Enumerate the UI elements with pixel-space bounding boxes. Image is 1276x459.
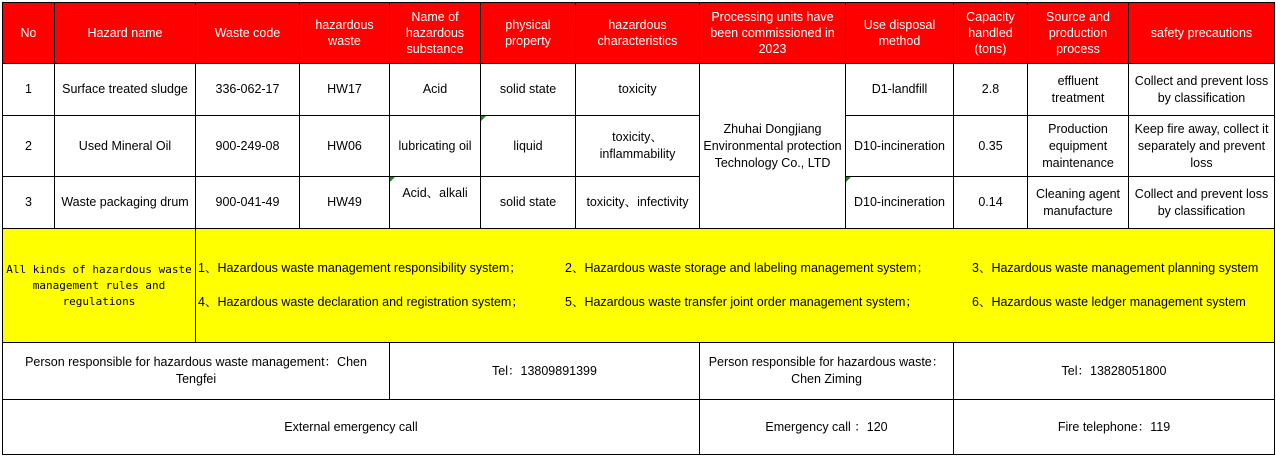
row-source: Production equipment maintenance: [1028, 116, 1129, 177]
header-hazard-name: Hazard name: [55, 3, 196, 64]
contacts-row: [3, 343, 1275, 400]
external-emergency-call: External emergency call: [3, 400, 700, 455]
row-capacity: 0.14: [954, 177, 1028, 229]
header-characteristics: hazardous characteristics: [576, 3, 700, 64]
row-precautions: Keep fire away, collect it separately and prevent loss: [1129, 116, 1275, 177]
fire-telephone: Fire telephone：119: [954, 400, 1275, 455]
rules-list: [196, 229, 1275, 343]
rules-line-1: [196, 252, 1274, 286]
header-substance: Name of hazardous substance: [390, 3, 481, 64]
row-method: D10-incineration: [846, 116, 954, 177]
row-hw: HW06: [300, 116, 390, 177]
emergency-row: [3, 400, 1275, 455]
row-waste-code: 336-062-17: [196, 64, 300, 116]
header-capacity: Capacity handled (tons): [954, 3, 1028, 64]
rule-item: 6、Hazardous waste ledger management system: [972, 295, 1246, 309]
row-method: D1-landfill: [846, 64, 954, 116]
row-hazard-name: Surface treated sludge: [55, 64, 196, 116]
table-row: [3, 177, 1275, 229]
row-capacity: 0.35: [954, 116, 1028, 177]
row-hw: HW49: [300, 177, 390, 229]
hazardous-waste-table: [2, 2, 1275, 455]
row-no: 2: [3, 116, 55, 177]
row-precautions: Collect and prevent loss by classification: [1129, 64, 1275, 116]
header-hazardous-waste: hazardous waste: [300, 3, 390, 64]
row-property: solid state: [481, 64, 576, 116]
row-hw: HW17: [300, 64, 390, 116]
row-source: effluent treatment: [1028, 64, 1129, 116]
row-substance: Acid、alkali: [390, 177, 481, 229]
header-waste-code: Waste code: [196, 3, 300, 64]
table-row: [3, 64, 1275, 116]
rule-item: 2、Hazardous waste storage and labeling management system；: [565, 261, 930, 275]
rule-item: 4、Hazardous waste declaration and registration system；: [198, 295, 524, 309]
row-property: solid state: [481, 177, 576, 229]
row-method: D10-incineration: [846, 177, 954, 229]
row-property: liquid: [481, 116, 576, 177]
row-substance: lubricating oil: [390, 116, 481, 177]
manager-tel: Tel：13809891399: [390, 343, 700, 400]
row-waste-code: 900-041-49: [196, 177, 300, 229]
row-capacity: 2.8: [954, 64, 1028, 116]
header-physical-property: physical property: [481, 3, 576, 64]
row-hazard-name: Waste packaging drum: [55, 177, 196, 229]
header-disposal-method: Use disposal method: [846, 3, 954, 64]
table-header-row: [3, 3, 1275, 64]
row-precautions: Collect and prevent loss by classification: [1129, 177, 1275, 229]
row-substance: Acid: [390, 64, 481, 116]
header-source: Source and production process: [1028, 3, 1129, 64]
header-no: No: [3, 3, 55, 64]
row-characteristics: toxicity: [576, 64, 700, 116]
rules-line-2: [196, 286, 1274, 320]
row-characteristics: toxicity、inflammability: [576, 116, 700, 177]
rule-item: 3、Hazardous waste management planning system: [972, 261, 1259, 275]
rule-item: 1、Hazardous waste management responsibility system；: [198, 261, 522, 275]
rules-row: [3, 229, 1275, 343]
rule-item: 5、Hazardous waste transfer joint order management system；: [565, 295, 918, 309]
row-no: 1: [3, 64, 55, 116]
header-safety: safety precautions: [1129, 3, 1275, 64]
row-waste-code: 900-249-08: [196, 116, 300, 177]
rules-label: All kinds of hazardous waste management rules and regulations: [3, 229, 196, 343]
responsible-contact: Person responsible for hazardous waste：Chen Ziming: [700, 343, 954, 400]
row-source: Cleaning agent manufacture: [1028, 177, 1129, 229]
table-row: [3, 116, 1275, 177]
header-processing-units: Processing units have been commissioned in 2023: [700, 3, 846, 64]
processing-unit-cell: Zhuhai Dongjiang Environmental protection Technology Co., LTD: [700, 64, 846, 229]
manager-contact: Person responsible for hazardous waste management：Chen Tengfei: [3, 343, 390, 400]
row-characteristics: toxicity、infectivity: [576, 177, 700, 229]
row-hazard-name: Used Mineral Oil: [55, 116, 196, 177]
row-no: 3: [3, 177, 55, 229]
responsible-tel: Tel：13828051800: [954, 343, 1275, 400]
emergency-call: Emergency call ：120: [700, 400, 954, 455]
